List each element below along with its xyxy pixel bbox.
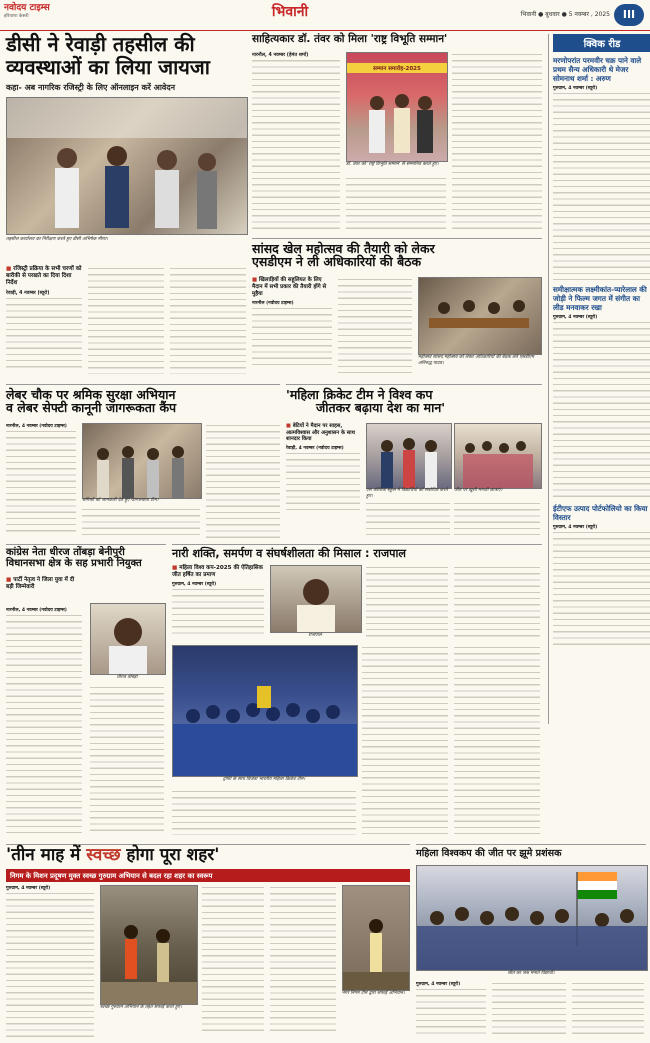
award-caption: डॉ. तंवर को 'राष्ट्र विभूति सम्मान' से सम्मानित करते हुए। xyxy=(346,162,439,167)
cricket-place: रेवाड़ी, 4 नवम्बर (नवोदय टाइम्स) xyxy=(286,445,344,451)
award-body-bottom xyxy=(346,176,446,230)
lead-caption: तहसील कार्यालय का निरीक्षण करते हुए डीसी अभिषेक मीणा। xyxy=(6,237,108,242)
cricket-headline-2: जीतकर बढ़ाया देश का मान' xyxy=(316,400,446,416)
nari-body-2 xyxy=(366,565,448,641)
congress-bullet: ■ पार्टी नेतृत्व ने जिला युवा में दी बड़ी जिम्मेवारी xyxy=(6,577,82,591)
clean-headline xyxy=(6,847,410,865)
story-celebration xyxy=(416,844,646,1041)
clean-body-3 xyxy=(270,885,336,1035)
cricket-caption: एस कौशिक स्कूल में विद्यार्थियों को संबोधित करते हुए। xyxy=(366,488,448,499)
labour-col-1 xyxy=(6,423,76,535)
award-body-left xyxy=(252,52,340,230)
clean-headline-text: 'तीन माह में स्वच्छ होगा पूरा शहर' xyxy=(6,845,220,865)
celebration-photo xyxy=(416,865,648,971)
congress-place: नारनौल, 4 नवम्बर (नवोदय टाइम्स) xyxy=(6,608,67,613)
page-number-badge xyxy=(614,4,644,26)
nari-headline: नारी शक्ति, समर्पण व संघर्षशीलता की मिसाल : राजपाल xyxy=(172,547,406,560)
nari-team-photo-figures xyxy=(173,646,357,776)
story-women-cricket xyxy=(286,384,542,541)
nari-body-3 xyxy=(454,565,540,641)
cricket-body-2 xyxy=(366,501,450,539)
award-banner: सम्मान समारोह-2025 xyxy=(347,63,447,73)
nari-body-6 xyxy=(172,789,356,835)
sports-place: नारनौल (नवोदय टाइम्स) xyxy=(252,301,294,306)
story-award xyxy=(252,34,542,234)
celebration-body-1 xyxy=(416,987,486,1035)
quick-read-item-2-headline: समीक्षात्मक लक्ष्मीकांत-प्यारेलाल की जोड़ी ने फिल्म जगत में संगीत का लीड मनवाकर रखा xyxy=(553,285,647,312)
cricket-caption-2: जीत पर खुशी मनाती छात्राएं। xyxy=(454,488,503,493)
lead-body-col-3 xyxy=(170,266,246,374)
congress-body-2 xyxy=(90,685,164,835)
nari-team-photo xyxy=(172,645,358,777)
quick-read-item-1-place: गुरुग्राम, 4 नवम्बर (ब्यूरो) xyxy=(553,86,598,91)
celebration-caption: जीत का जश्न मनाते विद्यार्थी। xyxy=(507,971,555,976)
celebration-photo-figures xyxy=(417,866,647,970)
labour-headline-1: लेबर चौक पर श्रमिक सुरक्षा अभियान xyxy=(6,387,176,402)
congress-body-1 xyxy=(6,613,82,837)
lead-story xyxy=(6,34,246,379)
clean-photo-2 xyxy=(342,885,410,991)
clean-photo-2-figures xyxy=(343,886,409,990)
quick-read-item-2-place: गुरुग्राम, 4 नवम्बर (ब्यूरो) xyxy=(553,315,598,320)
lead-body-col-1 xyxy=(6,296,82,368)
lead-bullet: ■ रजिस्ट्री प्रक्रिया के सभी चरणों को बारीकी से परखते का दिया दिशा निर्देश xyxy=(6,266,82,287)
cricket-col-1 xyxy=(286,423,360,511)
congress-headline-2: विधानसभा क्षेत्र के सह प्रभारी नियुक्त xyxy=(6,557,142,569)
clean-photo-1-figures xyxy=(101,886,197,1004)
award-place: नारनौल, 4 नवम्बर (हेमंत शर्मा) xyxy=(252,52,340,58)
nari-body-4 xyxy=(362,645,448,835)
lead-headline-2: व्यवस्थाओं का लिया जायजा xyxy=(6,55,210,79)
cricket-headline-1: 'महिला क्रिकेट टीम ने विश्व कप xyxy=(286,387,433,402)
clean-place: गुरुग्राम, 4 नवम्बर (ब्यूरो) xyxy=(6,886,51,891)
sports-headline-2: एसडीएम ने ली अधिकारियों की बैठक xyxy=(252,254,422,270)
nari-col-1 xyxy=(172,565,264,637)
clean-photo-1-caption: स्वच्छ गुरुग्राम अभियान के तहत सफाई करते हुए। xyxy=(100,1005,182,1010)
labour-place: नारनौल, 4 नवम्बर (नवोदय टाइम्स) xyxy=(6,424,67,429)
clean-body-1 xyxy=(6,891,94,1037)
story-clean-city xyxy=(6,844,410,1041)
lead-subhead: कहा- अब नागरिक रजिस्ट्री के लिए ऑनलाइन करें आवेदन xyxy=(6,83,176,92)
story-labour xyxy=(6,384,280,541)
congress-photo xyxy=(90,603,166,675)
labour-headline-2: व लेबर सेफ्टी कानूनी जागरूकता कैंप xyxy=(6,400,177,416)
nari-body-5 xyxy=(454,645,540,835)
clean-col-1 xyxy=(6,885,94,1037)
congress-photo-portrait xyxy=(91,604,165,674)
lead-col-1 xyxy=(6,266,82,368)
labour-photo xyxy=(82,423,202,499)
celebration-headline: महिला विश्वकप की जीत पर झूमे प्रशंसक xyxy=(416,848,562,859)
labour-body-2 xyxy=(82,507,200,539)
quick-read-title: क्विक रीड xyxy=(553,34,650,52)
congress-col-1 xyxy=(6,607,82,837)
nari-place: गुरुग्राम, 4 नवम्बर (ब्यूरो) xyxy=(172,582,217,587)
left-brand-block xyxy=(4,3,90,27)
sports-photo-figures xyxy=(419,278,541,354)
nari-body-1 xyxy=(172,587,264,637)
masthead xyxy=(0,0,650,31)
sports-photo xyxy=(418,277,542,355)
lead-body-col-2 xyxy=(88,266,164,374)
clean-photo-2-caption: नगर निगम टीम द्वारा सफाई अभियान। xyxy=(342,991,405,996)
congress-caption: धीरज तोंबड़ा xyxy=(116,675,138,680)
cricket-body-1 xyxy=(286,451,360,511)
story-sports-meeting xyxy=(252,238,542,377)
quick-read-item-3-place: गुरुग्राम, 4 नवम्बर (ब्यूरो) xyxy=(553,525,598,530)
sports-bullet: ■ खिलाड़ियों की सहूलियत के लिए मैदान में सभी प्रकार की तैयारी होंगे से मुहैया xyxy=(252,277,332,298)
nari-portrait-figure xyxy=(271,566,361,632)
quick-read-item-3-headline: ईटीएफ उत्पाद पोर्टफोलियो का किया विस्तार xyxy=(553,504,648,522)
cricket-photo-2-figures xyxy=(455,424,541,488)
quick-read-item-2-body xyxy=(553,320,650,500)
lead-headline-1: डीसी ने रेवाड़ी तहसील की xyxy=(6,32,195,56)
clean-body-2 xyxy=(202,885,264,1035)
sports-body-2 xyxy=(338,277,412,373)
award-photo-figures xyxy=(347,73,447,153)
award-body-right xyxy=(452,52,542,230)
left-brand: नवोदय टाइम्स xyxy=(4,3,50,13)
nari-portrait xyxy=(270,565,362,633)
award-headline: साहित्यकार डॉ. तंवर को मिला 'राष्ट्र विभूति सम्मान' xyxy=(252,33,448,45)
lead-photo-figures xyxy=(7,98,247,234)
clean-headline-highlight: स्वच्छ xyxy=(86,845,121,865)
sports-body-1 xyxy=(252,306,332,368)
cricket-photo-2 xyxy=(454,423,542,489)
labour-photo-figures xyxy=(83,424,201,498)
cricket-bullet: ■ बेटियों ने मैदान पर साहस, आत्मविश्वास और अनुशासन के साथ शानदार किया xyxy=(286,423,360,443)
story-nari-shakti xyxy=(172,544,542,841)
nari-team-caption: ट्रॉफी के साथ विजेता भारतीय महिला क्रिकेट टीम। xyxy=(222,777,306,782)
quick-read-item-1-headline: मरणोपरांत परमवीर चक्र पाने वाले प्रथम सैन्य अधिकारी थे मेजर सोमनाथ शर्मा : अरुण xyxy=(553,56,642,83)
center-brand: भिवानी xyxy=(271,4,309,20)
quick-read-item-3-body xyxy=(553,530,650,650)
celebration-col-1 xyxy=(416,981,486,1035)
cricket-body-3 xyxy=(454,501,540,539)
left-brand-sub: हरियाणा केसरी xyxy=(4,14,29,19)
quick-read-sidebar xyxy=(548,34,650,724)
sports-col-1 xyxy=(252,277,332,368)
cricket-photo-1-figures xyxy=(367,424,451,488)
labour-body-1 xyxy=(6,429,76,535)
clean-strap: निगम के मिशन प्रदूषण मुक्त स्वच्छ गुरुग्राम अभियान से बदल रहा शहर का स्वरूप xyxy=(6,869,410,882)
nari-bullet: ■ महिला विश्व कप-2025 की ऐतिहासिक जीत हर्षित का प्रमाण xyxy=(172,565,264,579)
clean-photo-1 xyxy=(100,885,198,1005)
award-photo xyxy=(346,52,448,162)
quick-read-item-1-body xyxy=(553,91,650,281)
celebration-body-3 xyxy=(572,981,644,1037)
lead-photo xyxy=(6,97,248,235)
celebration-place: गुरुग्राम, 4 नवम्बर (ब्यूरो) xyxy=(416,982,461,987)
lead-place: रेवाड़ी, 4 नवम्बर (ब्यूरो) xyxy=(6,291,50,296)
labour-caption: श्रमिकों को जानकारी देते हुए जागरूकता टीम। xyxy=(82,498,159,503)
labour-body-3 xyxy=(206,423,280,539)
sports-caption: महोत्सव सांसद महोत्सव को लेकर अधिकारियों की बैठक लेते एसडीएम अनिरुद्ध यादव। xyxy=(418,355,534,366)
sports-headline-1: सांसद खेल महोत्सव की तैयारी को लेकर xyxy=(252,241,435,256)
story-congress xyxy=(6,544,166,841)
cricket-photo-1 xyxy=(366,423,452,489)
date-info: भिवानी ● बुधवार ● 5 नवम्बर , 2025 xyxy=(520,11,610,18)
page-number: III xyxy=(622,8,636,21)
congress-headline-1: कांग्रेस नेता धीरज तोंबड़ा बेनीपुरी xyxy=(6,547,125,558)
celebration-body-2 xyxy=(492,981,566,1037)
nari-portrait-caption: राजपाल xyxy=(308,633,322,638)
